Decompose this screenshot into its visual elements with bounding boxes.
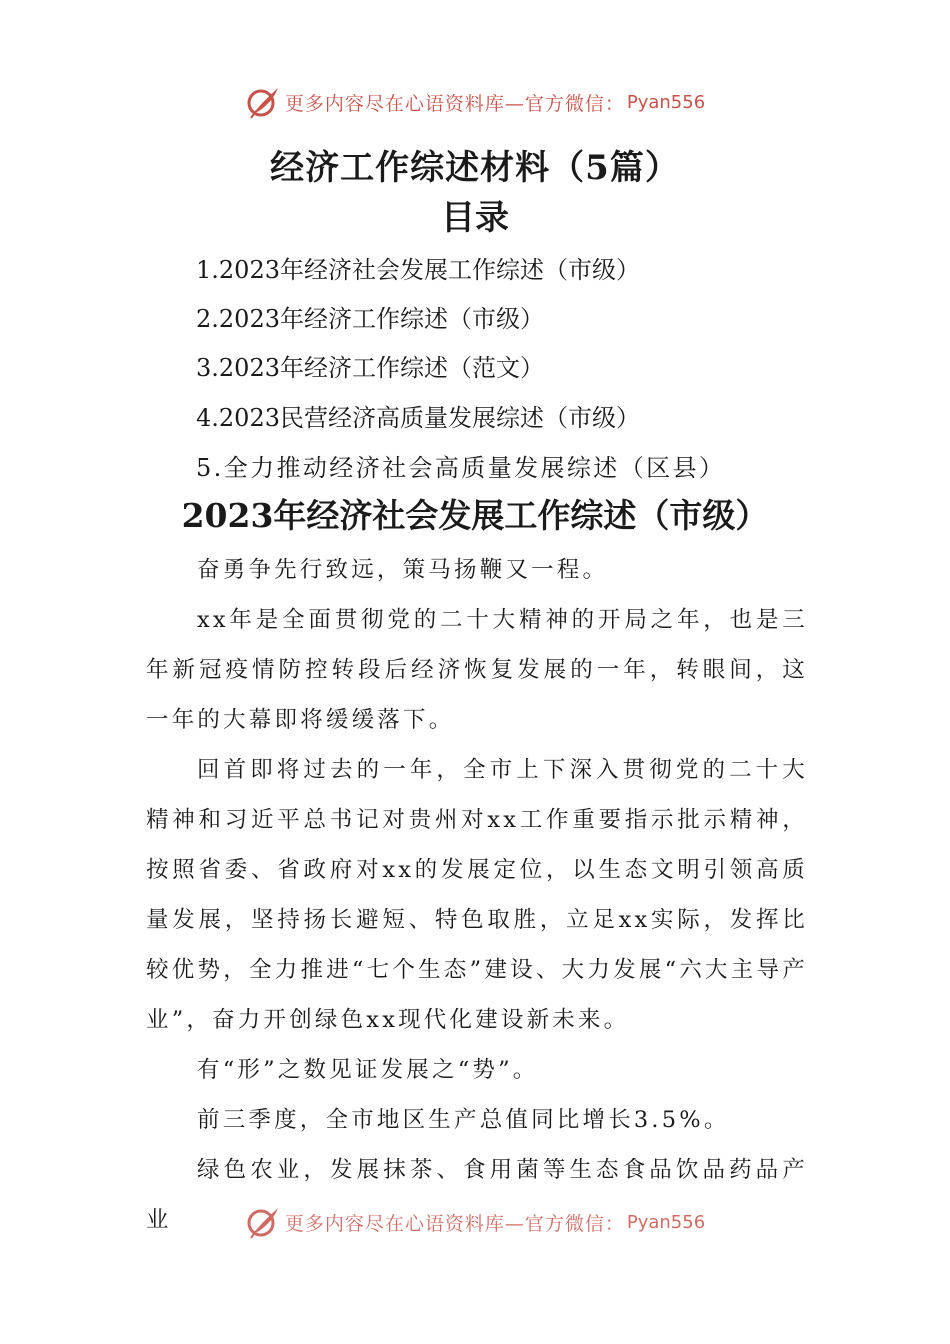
toc-item: 5.全力推动经济社会高质量发展综述（区县）	[196, 454, 726, 482]
header-banner	[0, 82, 950, 122]
paragraph: 绿色农业，发展抹茶、食用菌等生态食品饮品药品产业	[146, 1157, 808, 1233]
section-title: 2023年经济社会发展工作综述（市级）	[181, 496, 769, 535]
toc-item: 1.2023年经济社会发展工作综述（市级）	[196, 256, 640, 284]
banner-text: 更多内容尽在心语资料库—官方微信：	[284, 1212, 625, 1235]
paragraph: 奋勇争先行致远，策马扬鞭又一程。	[197, 557, 609, 583]
footer-banner	[0, 1202, 950, 1242]
toc-item: 3.2023年经济工作综述（范文）	[196, 354, 544, 382]
body-text	[146, 545, 808, 1245]
quill-pen-logo-icon	[245, 1204, 281, 1240]
wechat-id: Pyan556	[626, 1211, 706, 1233]
paragraph: 前三季度，全市地区生产总值同比增长3.5%。	[197, 1107, 730, 1133]
quill-pen-logo-icon	[245, 84, 281, 120]
toc-heading: 目录	[441, 198, 509, 238]
paragraph: xx年是全面贯彻党的二十大精神的开局之年，也是三年新冠疫情防控转段后经济恢复发展的一年，转眼间，这一年的大幕即将缓缓落下。	[146, 607, 808, 733]
toc-item: 2.2023年经济工作综述（市级）	[196, 305, 544, 333]
paragraph: 回首即将过去的一年，全市上下深入贯彻党的二十大精神和习近平总书记对贵州对xx工作重要指示批示精神，按照省委、省政府对xx的发展定位，以生态文明引领高质量发展，坚持扬长避短、特色取胜，立足xx实际，发挥比较优势，全力推进“七个生态”建设、大力发展“六大主导产业”，奋力开创绿色xx现代化建设新未来。	[146, 757, 808, 1033]
paragraph: 有“形”之数见证发展之“势”。	[197, 1057, 539, 1083]
banner-text: 更多内容尽在心语资料库—官方微信：	[284, 92, 625, 115]
wechat-id: Pyan556	[626, 91, 706, 113]
document-title: 经济工作综述材料（5篇）	[270, 148, 680, 188]
toc-item: 4.2023民营经济高质量发展综述（市级）	[196, 404, 640, 432]
